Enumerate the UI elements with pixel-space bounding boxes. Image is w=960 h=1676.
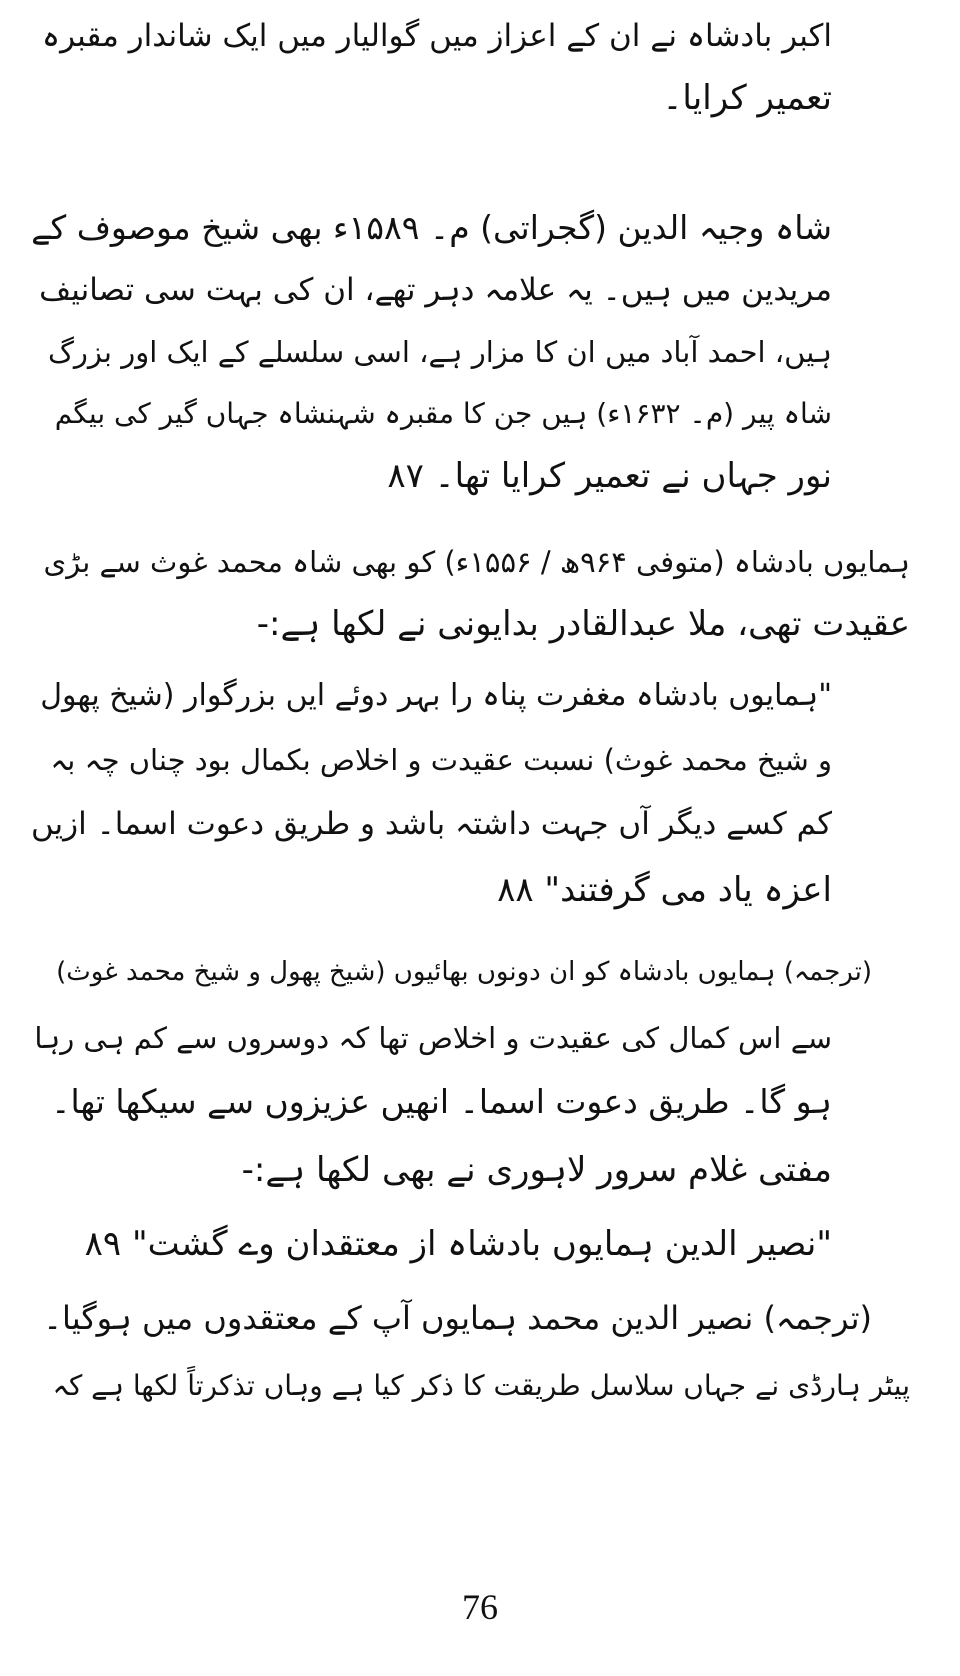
page-number: 76 — [462, 1587, 498, 1627]
text-line: شاہ وجیہ الدین (گجراتی) م۔ ۱۵۸۹ء بھی شیخ موصوف کے — [31, 208, 832, 247]
text-line: شاہ پیر (م۔ ۱۶۳۲ء) ہیں جن کا مقبرہ شہنشاہ جہاں گیر کی بیگم — [54, 397, 832, 430]
text-line: پیٹر ہارڈی نے جہاں سلاسل طریقت کا ذکر کیا ہے وہاں تذکرتاً لکھا ہے کہ — [52, 1369, 910, 1402]
text-line: ہمایوں بادشاہ (متوفی ۹۶۴ھ / ۱۵۵۶ء) کو بھی شاہ محمد غوث سے بڑی — [43, 545, 910, 579]
text-line: نور جہاں نے تعمیر کرایا تھا۔ ۸۷ — [387, 456, 832, 496]
translation-line: (ترجمہ) ہمایوں بادشاہ کو ان دونوں بھائیوں (شیخ پھول و شیخ محمد غوث) — [56, 957, 872, 987]
quote-line: اعزہ یاد می گرفتند" ۸۸ — [497, 870, 832, 910]
translation-line: (ترجمہ) نصیر الدین محمد ہمایوں آپ کے معتقدوں میں ہوگیا۔ — [43, 1299, 872, 1337]
text-line: تعمیر کرایا۔ — [662, 78, 832, 118]
translation-line: سے اس کمال کی عقیدت و اخلاص تھا کہ دوسروں سے کم ہی رہا — [34, 1021, 832, 1055]
quote-line: کم کسے دیگر آں جہت داشتہ باشد و طریق دعوت اسما۔ ازیں — [30, 806, 832, 842]
text-line: ہیں، احمد آباد میں ان کا مزار ہے، اسی سلسلے کے ایک اور بزرگ — [47, 335, 832, 369]
quote-line: "نصیر الدین ہمایوں بادشاہ از معتقدان وے گشت" ۸۹ — [84, 1224, 832, 1264]
quote-line: "ہمایوں بادشاہ مغفرت پناہ را بہر دوئے ایں بزرگوار (شیخ پھول — [40, 678, 832, 713]
text-line: مفتی غلام سرور لاہوری نے بھی لکھا ہے:- — [241, 1150, 832, 1190]
text-line: عقیدت تھی، ملا عبدالقادر بدایونی نے لکھا ہے:- — [256, 604, 910, 644]
text-line: مریدین میں ہیں۔ یہ علامہ دہر تھے، ان کی بہت سی تصانیف — [39, 272, 832, 308]
text-line: اکبر بادشاہ نے ان کے اعزاز میں گوالیار میں ایک شاندار مقبرہ — [41, 18, 832, 54]
translation-line: ہو گا۔ طریق دعوت اسما۔ انھیں عزیزوں سے سیکھا تھا۔ — [51, 1082, 832, 1121]
quote-line: و شیخ محمد غوث) نسبت عقیدت و اخلاص بکمال بود چناں چہ بہ — [50, 743, 832, 777]
